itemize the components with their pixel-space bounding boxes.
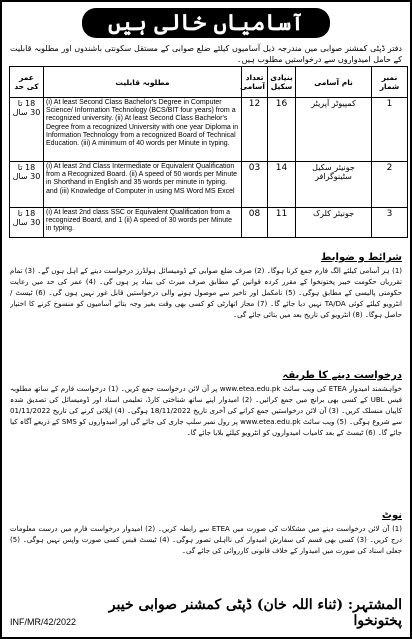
cell-bps: 14 — [268, 162, 296, 208]
conditions-heading: شرائط و ضوابط — [321, 252, 402, 263]
title-banner — [2, 4, 410, 42]
header-qualification: مطلوبہ قابلیت — [44, 67, 242, 98]
header-count: تعداد آسامی — [242, 67, 268, 98]
cell-qualification: (i) At least 2nd Class Intermediate or Equivalent Qualification from a Recognized Board. (ii) A speed of 50 words per Minute in Shorthand in English and 35 words per minute in typing. and (iii) Knowledge of Computer in using MS Word MS Excel — [44, 162, 242, 208]
cell-bps: 11 — [268, 208, 296, 238]
jobs-table — [9, 66, 408, 238]
header-age: عمر کی حد — [10, 67, 44, 98]
notes-text: (1) آن لائن درخواست دینے میں مشکلات کی صورت میں ETEA سے رابطہ کریں۔ (2) امیدوار درخواست فارم میں درست معلومات درج کریں۔ (3) کسی بھی قسم کی سفارش امیدوار کی نااہلی تصور ہوگی۔ (4) ٹیسٹ فیس کسی صورت واپس نہیں ہوگی۔ (5) جعلی اسناد کی صورت میں امیدوار کے خلاف قانونی کارروائی کی جائے گی۔ — [10, 525, 402, 555]
apply-text: خواہشمند امیدوار ETEA کی ویب سائٹ www.etea.edu.pk پر آن لائن درخواست جمع کریں۔ (1) درخواست فارم کے ساتھ مطلوبہ فیس UBL کے کسی بھی برانچ میں جمع کرائیں۔ (2) امیدوار اپنے ساتھ شناختی کارڈ، تعلیمی اسناد اور ڈومیسائل کی تصدیق شدہ کاپیاں منسلک کریں۔ (3) آن لائن درخواستیں جمع کرانے کی آخری تاریخ 18/11/2022 ہوگی۔ (4) اپلائی کرنے کی تاریخ 01/11/2022 سے شروع ہوگی۔ (5) ویب سائٹ www.etea.edu.pk پر رول نمبر سلپ جاری کی جائے گی اور امیدواروں کو SMS کے ذریعے آگاہ کیا جائے گا۔ (6) ٹیسٹ کے بعد کامیاب امیدواروں کو انٹرویو کیلئے بلایا جائے گا۔ — [10, 385, 402, 437]
table-row — [10, 208, 408, 238]
cell-count: 08 — [242, 208, 268, 238]
cell-age: 18 تا 30 سال — [10, 208, 44, 238]
header-sno: نمبر شمار — [372, 67, 408, 98]
table-row — [10, 98, 408, 162]
cell-sno: 2 — [372, 162, 408, 208]
cell-count: 12 — [242, 98, 268, 162]
apply-heading: درخواست دینے کا طریقہ — [282, 370, 402, 381]
cell-qualification: (i) At least 2nd class SSC or Equivalent Qualification from a recognized Board, and 1 (ii) A speed of 30 words per Minute in typing. — [44, 208, 242, 238]
cell-sno: 1 — [372, 98, 408, 162]
cell-age: 18 تا 30 سال — [10, 98, 44, 162]
page-title: آسامیاں خالی ہیں — [82, 8, 330, 38]
cell-age: 18 تا 30 سال — [10, 162, 44, 208]
header-bps: بنیادی سکیل — [268, 67, 296, 98]
reference-number: INF/MR/42/2022 — [10, 617, 77, 627]
table-header-row — [10, 67, 408, 98]
cell-qualification: (i) At least Second Class Bachelor's Degree in Computer Science/ Information Technology (BCS/BIT four years) from a recognized university. (ii) At least Second Class Bachelor's Degree from a recognized University with one year Diploma in Information Technology from a recognized Board of Technical Education. (iii) A minimum of 40 words per Minute in typing. — [44, 98, 242, 162]
cell-post: کمپیوٹر آپریٹر — [296, 98, 372, 162]
cell-post: جونیئر کلرک — [296, 208, 372, 238]
cell-count: 03 — [242, 162, 268, 208]
cell-bps: 16 — [268, 98, 296, 162]
notes-heading: نوٹ — [381, 510, 402, 521]
conditions-text: (1) ہر آسامی کیلئے الگ فارم جمع کرنا ہوگا۔ (2) صرف ضلع صوابی کے ڈومیسائل ہولڈرز درخواست دینے کے اہل ہوں گے۔ (3) تمام تقرریاں حکومت خیبر پختونخوا کے مقرر کردہ قوانین کے مطابق صرف میرٹ کی بنیاد پر ہوں گی۔ (4) عمر کی حد میں رعایت حکومتی پالیسی کے مطابق ہوگی۔ (5) نامکمل اور تاخیر سے موصول ہونے والی درخواستیں قابل غور نہیں ہوں گی۔ (6) ٹیسٹ / انٹرویو کیلئے کوئی TA/DA نہیں دیا جائے گا۔ (7) مجاز اتھارٹی کو کسی بھی وقت بغیر وجہ بتائے آسامیوں کو منسوخ کرنے کا اختیار حاصل ہوگا۔ (8) انٹرویو کی تاریخ بعد میں بتائی جائے گی۔ — [10, 267, 402, 319]
cell-post: جونیئر سکیل سٹینوگرافر — [296, 162, 372, 208]
header-post: نام آسامی — [296, 67, 372, 98]
signature: المشتہر: (ثناء اللہ خان) ڈپٹی کمشنر صوابی خیبر پختونخوا — [108, 597, 402, 629]
intro-text: دفتر ڈپٹی کمشنر صوابی میں مندرجہ ذیل آسامیوں کیلئے ضلع صوابی کے مستقل سکونتی باشندوں اور مطلوبہ قابلیت کے حامل امیدواروں سے درخواستیں مطلوب ہیں۔ — [10, 44, 402, 64]
cell-sno: 3 — [372, 208, 408, 238]
table-row — [10, 162, 408, 208]
